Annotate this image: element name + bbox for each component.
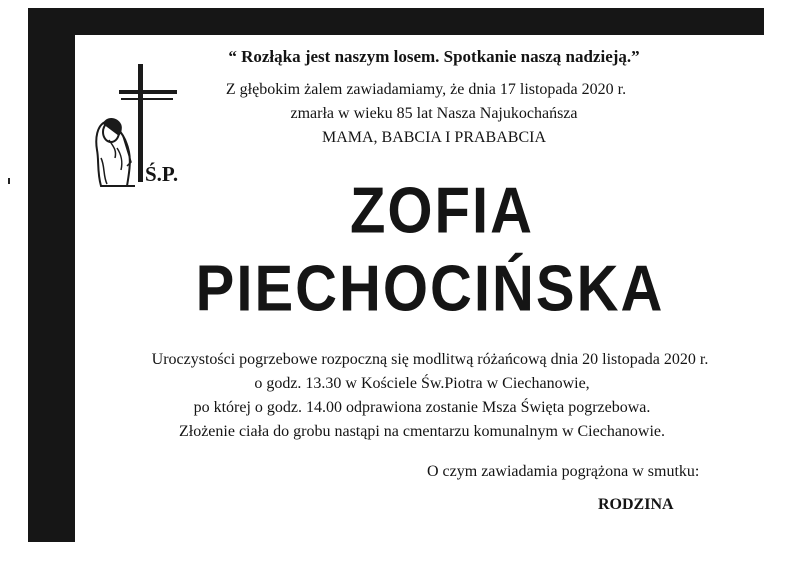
memorial-quote: “ Rozłąka jest naszym losem. Spotkanie naszą nadzieją.” — [228, 47, 640, 66]
funeral-info-line: po której o godz. 14.00 odprawiona zostanie Msza Święta pogrzebowa. — [193, 399, 651, 416]
family-signature: RODZINA — [598, 496, 674, 513]
death-announcement: Z głębokim żalem zawiadamiamy, że dnia 17 listopada 2020 r. — [225, 81, 627, 98]
funeral-info-line: Złożenie ciała do grobu nastąpi na cmentarzu komunalnym w Ciechanowie. — [178, 423, 666, 440]
funeral-info-line: o godz. 13.30 w Kościele Św.Piotra w Ciechanowie, — [254, 375, 590, 392]
funeral-info-line: Uroczystości pogrzebowe rozpoczną się modlitwą różańcową dnia 20 listopada 2020 r. — [151, 351, 709, 368]
age-line: zmarła w wieku 85 lat Nasza Najukochańsza — [290, 105, 578, 122]
printer-footer: DRUK: Z.U.P. "HADES" R.Żurawski tel. 23 672 14 88, 662 198 820 — [58, 544, 444, 559]
closing-line: O czym zawiadamia pogrążona w smutku: — [427, 463, 700, 480]
sp-label: Ś.P. — [145, 162, 179, 186]
first-name: ZOFIA — [350, 174, 534, 247]
obituary-card — [75, 35, 773, 543]
scan-edge-mark — [8, 178, 10, 184]
last-name: PIECHOCIŃSKA — [195, 252, 665, 325]
obituary-frame — [28, 8, 764, 542]
relations-line: MAMA, BABCIA I PRABABCIA — [321, 129, 547, 146]
